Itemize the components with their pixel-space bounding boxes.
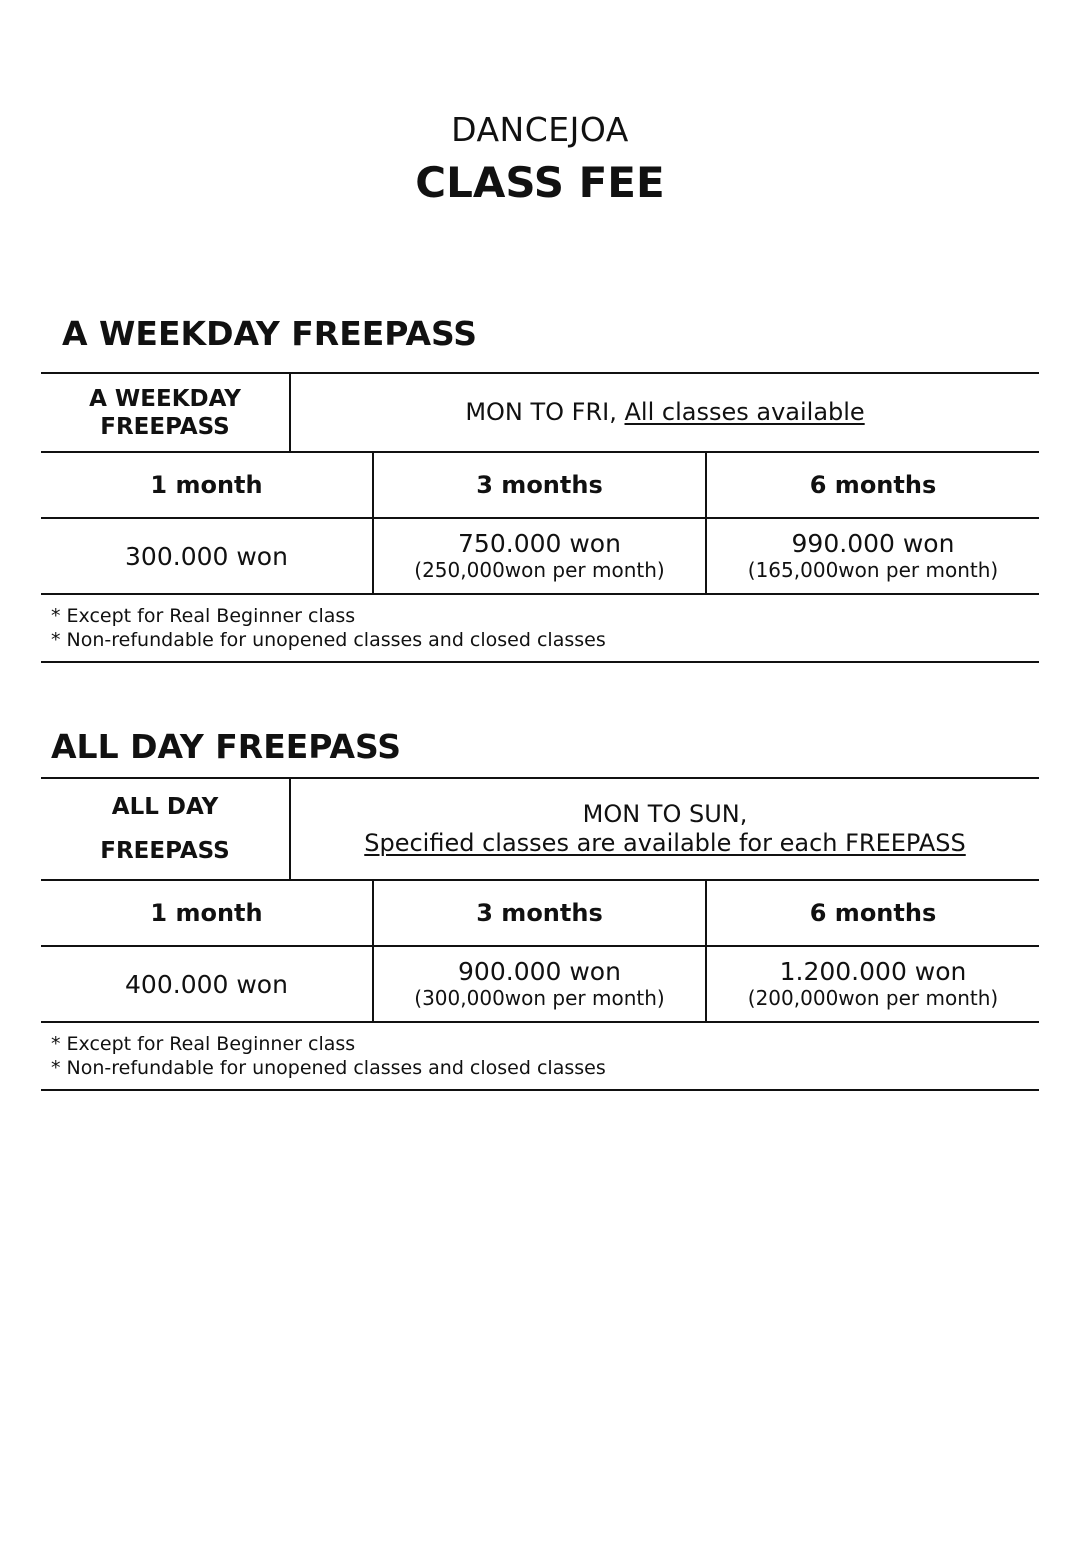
price-value: 300.000 won [125,541,288,571]
brand-name: DANCEJOA [451,110,629,149]
page-title: CLASS FEE [415,158,665,207]
all-day-freepass-section [41,727,1039,1091]
price-cell-1-month [41,947,374,1021]
price-cell-3-months [374,947,707,1021]
pass-name [41,374,291,451]
price-cell-6-months [707,947,1039,1021]
note-item: * Except for Real Beginner class [51,605,356,627]
note-item: * Except for Real Beginner class [51,1033,356,1055]
period-3-months: 3 months [374,453,707,517]
per-month-price: (200,000won per month) [747,986,999,1010]
fee-table [41,372,1039,663]
section-heading: ALL DAY FREEPASS [51,727,402,766]
notes [41,1023,1039,1091]
per-month-price: (165,000won per month) [747,558,999,582]
note-item: * Non-refundable for unopened classes and closed classes [51,629,606,651]
pass-description [291,779,1039,879]
pass-name-line1: ALL DAY [111,794,219,820]
page-header [0,108,1080,212]
fee-table [41,777,1039,1091]
per-month-price: (300,000won per month) [414,986,665,1010]
period-3-months: 3 months [374,881,707,945]
weekday-freepass-section [41,314,1039,663]
period-row [41,453,1039,519]
price-row [41,947,1039,1023]
notes [41,595,1039,663]
period-row [41,881,1039,947]
price-row [41,519,1039,595]
per-month-price: (250,000won per month) [414,558,665,582]
period-6-months: 6 months [809,471,937,499]
pass-info-row [41,374,1039,453]
price-cell-3-months [374,519,707,593]
pass-availability: All classes available [624,398,865,426]
price-value: 990.000 won [791,529,955,558]
price-value: 1.200.000 won [779,957,967,986]
pass-name-line2: FREEPASS [100,838,230,864]
period-6-months: 6 months [809,899,937,927]
note-item: * Non-refundable for unopened classes and closed classes [51,1057,606,1079]
pass-availability: Specified classes are available for each FREEPASS [364,829,966,857]
pass-name-line1: A WEEKDAY [89,385,241,412]
pass-days: MON TO SUN, [582,800,748,828]
price-value: 900.000 won [458,957,621,986]
pass-description-text [465,398,864,427]
period-1-month: 1 month [41,881,374,945]
price-value: 400.000 won [125,969,288,999]
price-cell-6-months [707,519,1039,593]
pass-name-line2: FREEPASS [100,413,230,440]
price-value: 750.000 won [458,529,621,558]
pass-description [291,374,1039,451]
period-1-month: 1 month [41,453,374,517]
section-heading: A WEEKDAY FREEPASS [62,314,478,353]
price-cell-1-month [41,519,374,593]
pass-info-row [41,779,1039,881]
pass-days: MON TO FRI, [465,398,625,426]
pass-name [41,779,291,879]
